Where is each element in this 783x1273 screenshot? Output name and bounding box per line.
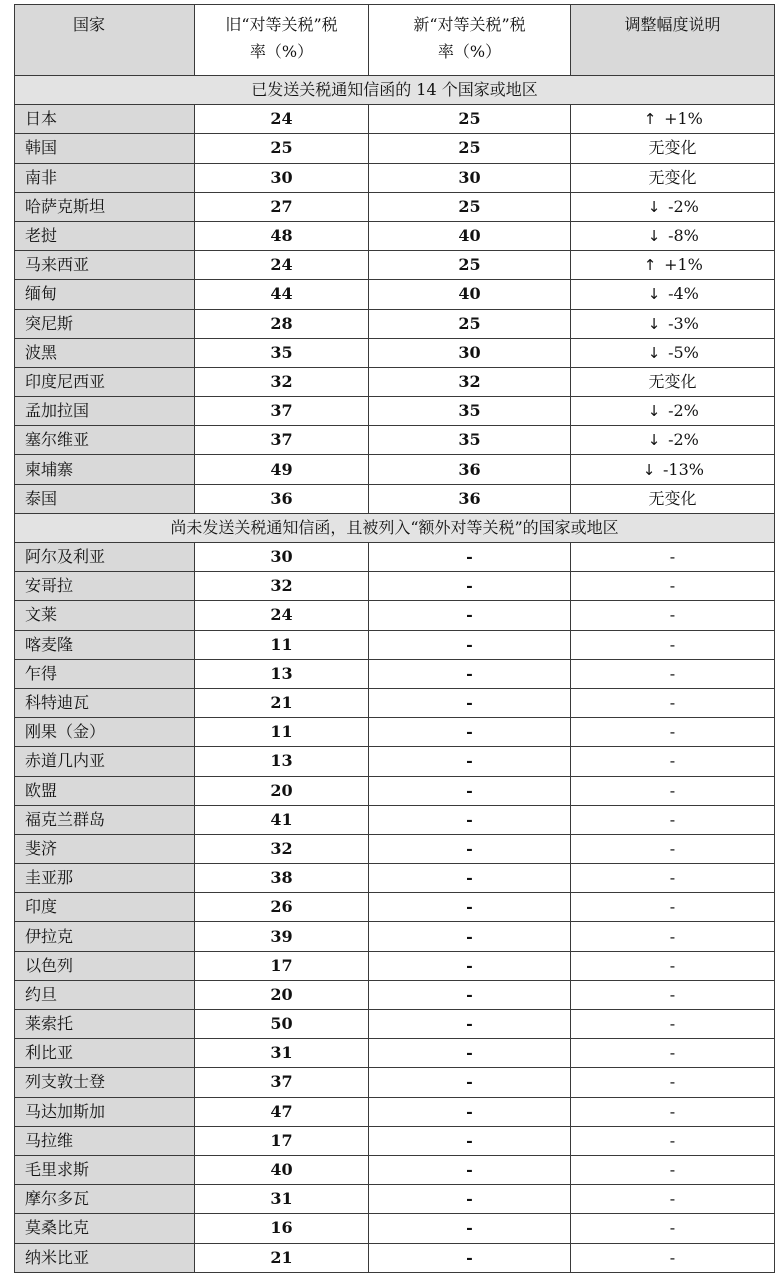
change-text: - <box>669 780 676 800</box>
old-rate-cell: 44 <box>195 280 369 309</box>
old-rate-cell: 11 <box>195 630 369 659</box>
new-rate-cell: - <box>369 922 571 951</box>
country-cell: 阿尔及利亚 <box>15 543 195 572</box>
change-cell <box>571 251 775 280</box>
change-text: - <box>669 693 676 713</box>
table-row <box>15 1126 775 1155</box>
table-row <box>15 280 775 309</box>
table-row <box>15 1185 775 1214</box>
change-cell <box>571 1185 775 1214</box>
old-rate-cell: 50 <box>195 1010 369 1039</box>
table-row <box>15 776 775 805</box>
section-header <box>15 513 775 542</box>
table-row <box>15 251 775 280</box>
change-text: +1% <box>664 109 703 129</box>
country-cell: 福克兰群岛 <box>15 805 195 834</box>
old-rate-cell: 37 <box>195 1068 369 1097</box>
country-cell: 老挝 <box>15 221 195 250</box>
old-rate-cell: 41 <box>195 805 369 834</box>
table-row <box>15 864 775 893</box>
arrow-down-icon: ↓ <box>642 460 656 479</box>
change-text: - <box>669 576 676 596</box>
new-rate-cell: - <box>369 805 571 834</box>
change-text: -2% <box>668 401 699 421</box>
old-rate-cell: 31 <box>195 1039 369 1068</box>
arrow-down-icon: ↓ <box>647 343 661 362</box>
arrow-down-icon: ↓ <box>647 227 661 246</box>
new-rate-cell: 36 <box>369 455 571 484</box>
old-rate-cell: 20 <box>195 776 369 805</box>
change-cell <box>571 718 775 747</box>
new-rate-cell: - <box>369 718 571 747</box>
change-text: - <box>669 751 676 771</box>
new-rate-cell: - <box>369 1010 571 1039</box>
old-rate-cell: 24 <box>195 601 369 630</box>
change-cell <box>571 367 775 396</box>
change-cell <box>571 1097 775 1126</box>
table-row <box>15 659 775 688</box>
table-row <box>15 426 775 455</box>
country-cell: 伊拉克 <box>15 922 195 951</box>
change-cell <box>571 805 775 834</box>
old-rate-cell: 39 <box>195 922 369 951</box>
old-rate-cell: 49 <box>195 455 369 484</box>
country-cell: 欧盟 <box>15 776 195 805</box>
change-cell <box>571 1039 775 1068</box>
old-rate-cell: 30 <box>195 543 369 572</box>
new-rate-cell: 25 <box>369 251 571 280</box>
country-cell: 莫桑比克 <box>15 1214 195 1243</box>
change-text: - <box>669 1043 676 1063</box>
table-row <box>15 338 775 367</box>
change-cell <box>571 134 775 163</box>
table-header <box>15 5 775 76</box>
new-rate-cell: 25 <box>369 134 571 163</box>
new-rate-cell: - <box>369 688 571 717</box>
change-cell <box>571 1155 775 1184</box>
change-cell <box>571 572 775 601</box>
new-rate-cell: - <box>369 1185 571 1214</box>
old-rate-cell: 32 <box>195 367 369 396</box>
section-title: 尚未发送关税通知信函，且被列入“额外对等关税”的国家或地区 <box>15 513 775 542</box>
change-text: - <box>669 605 676 625</box>
change-cell <box>571 601 775 630</box>
country-cell: 印度 <box>15 893 195 922</box>
old-rate-cell: 35 <box>195 338 369 367</box>
table-row <box>15 105 775 134</box>
old-rate-cell: 21 <box>195 688 369 717</box>
new-rate-cell: - <box>369 951 571 980</box>
new-rate-cell: 40 <box>369 221 571 250</box>
change-cell <box>571 426 775 455</box>
country-cell: 斐济 <box>15 834 195 863</box>
change-text: - <box>669 634 676 654</box>
old-rate-cell: 17 <box>195 1126 369 1155</box>
table-row <box>15 718 775 747</box>
new-rate-cell: - <box>369 630 571 659</box>
old-rate-cell: 37 <box>195 426 369 455</box>
arrow-down-icon: ↓ <box>647 314 661 333</box>
change-cell <box>571 1214 775 1243</box>
old-rate-cell: 32 <box>195 572 369 601</box>
change-cell <box>571 980 775 1009</box>
arrow-up-icon: ↑ <box>643 256 657 275</box>
old-rate-cell: 32 <box>195 834 369 863</box>
country-cell: 波黑 <box>15 338 195 367</box>
new-rate-cell: 32 <box>369 367 571 396</box>
country-cell: 喀麦隆 <box>15 630 195 659</box>
change-text: - <box>669 897 676 917</box>
change-cell <box>571 455 775 484</box>
arrow-down-icon: ↓ <box>647 197 661 216</box>
old-rate-cell: 36 <box>195 484 369 513</box>
change-cell <box>571 834 775 863</box>
change-cell <box>571 397 775 426</box>
change-cell <box>571 630 775 659</box>
old-rate-cell: 37 <box>195 397 369 426</box>
new-rate-cell: - <box>369 1126 571 1155</box>
change-cell <box>571 543 775 572</box>
new-rate-cell: 35 <box>369 426 571 455</box>
country-cell: 南非 <box>15 163 195 192</box>
change-cell <box>571 163 775 192</box>
new-rate-cell: - <box>369 980 571 1009</box>
table-row <box>15 455 775 484</box>
old-rate-cell: 27 <box>195 192 369 221</box>
table-row <box>15 192 775 221</box>
header-new-rate: 新“对等关税”税 率（%） <box>369 5 571 76</box>
new-rate-cell: - <box>369 834 571 863</box>
old-rate-cell: 31 <box>195 1185 369 1214</box>
table-row <box>15 572 775 601</box>
change-text: -2% <box>668 196 699 216</box>
country-cell: 纳米比亚 <box>15 1243 195 1272</box>
change-text: - <box>669 1014 676 1034</box>
change-text: - <box>669 663 676 683</box>
new-rate-cell: 30 <box>369 163 571 192</box>
change-text: - <box>669 1072 676 1092</box>
table-row <box>15 1214 775 1243</box>
table-row <box>15 1039 775 1068</box>
arrow-down-icon: ↓ <box>647 285 661 304</box>
old-rate-cell: 28 <box>195 309 369 338</box>
change-text: 无变化 <box>648 488 697 508</box>
table-row <box>15 367 775 396</box>
change-cell <box>571 893 775 922</box>
country-cell: 圭亚那 <box>15 864 195 893</box>
new-rate-cell: - <box>369 1097 571 1126</box>
change-cell <box>571 688 775 717</box>
new-rate-cell: - <box>369 572 571 601</box>
change-cell <box>571 338 775 367</box>
change-text: - <box>669 1160 676 1180</box>
new-rate-cell: - <box>369 543 571 572</box>
change-text: - <box>669 1218 676 1238</box>
old-rate-cell: 17 <box>195 951 369 980</box>
country-cell: 莱索托 <box>15 1010 195 1039</box>
change-text: - <box>669 984 676 1004</box>
old-rate-cell: 38 <box>195 864 369 893</box>
arrow-down-icon: ↓ <box>647 431 661 450</box>
country-cell: 印度尼西亚 <box>15 367 195 396</box>
new-rate-cell: - <box>369 747 571 776</box>
new-rate-cell: - <box>369 1214 571 1243</box>
old-rate-cell: 24 <box>195 105 369 134</box>
new-rate-cell: - <box>369 893 571 922</box>
change-text: - <box>669 1189 676 1209</box>
change-text: +1% <box>664 255 703 275</box>
old-rate-cell: 20 <box>195 980 369 1009</box>
table-row <box>15 980 775 1009</box>
old-rate-cell: 40 <box>195 1155 369 1184</box>
table-body <box>15 76 775 1273</box>
table-row <box>15 543 775 572</box>
country-cell: 哈萨克斯坦 <box>15 192 195 221</box>
change-text: - <box>669 1130 676 1150</box>
new-rate-cell: - <box>369 1243 571 1272</box>
change-cell <box>571 280 775 309</box>
country-cell: 塞尔维亚 <box>15 426 195 455</box>
table-row <box>15 834 775 863</box>
header-country: 国家 <box>15 5 195 76</box>
change-text: 无变化 <box>648 138 697 158</box>
table-row <box>15 1155 775 1184</box>
change-text: - <box>669 1101 676 1121</box>
old-rate-cell: 16 <box>195 1214 369 1243</box>
change-cell <box>571 484 775 513</box>
country-cell: 文莱 <box>15 601 195 630</box>
table-row <box>15 922 775 951</box>
change-text: - <box>669 809 676 829</box>
old-rate-cell: 48 <box>195 221 369 250</box>
change-text: - <box>669 926 676 946</box>
new-rate-cell: - <box>369 1155 571 1184</box>
table-row <box>15 893 775 922</box>
old-rate-cell: 13 <box>195 659 369 688</box>
old-rate-cell: 47 <box>195 1097 369 1126</box>
change-cell <box>571 747 775 776</box>
change-cell <box>571 951 775 980</box>
change-text: - <box>669 868 676 888</box>
new-rate-cell: 25 <box>369 192 571 221</box>
change-text: - <box>669 722 676 742</box>
new-rate-cell: 40 <box>369 280 571 309</box>
table-row <box>15 805 775 834</box>
country-cell: 马达加斯加 <box>15 1097 195 1126</box>
new-rate-cell: - <box>369 1068 571 1097</box>
country-cell: 柬埔寨 <box>15 455 195 484</box>
table-row <box>15 163 775 192</box>
arrow-down-icon: ↓ <box>647 402 661 421</box>
new-rate-cell: - <box>369 601 571 630</box>
change-cell <box>571 1010 775 1039</box>
change-cell <box>571 922 775 951</box>
change-cell <box>571 1126 775 1155</box>
table-row <box>15 747 775 776</box>
country-cell: 马拉维 <box>15 1126 195 1155</box>
table-row <box>15 1010 775 1039</box>
country-cell: 突尼斯 <box>15 309 195 338</box>
header-explain: 调整幅度说明 <box>571 5 775 76</box>
change-cell <box>571 776 775 805</box>
change-text: -4% <box>668 284 699 304</box>
old-rate-cell: 26 <box>195 893 369 922</box>
table-row <box>15 1097 775 1126</box>
table-row <box>15 484 775 513</box>
new-rate-cell: 30 <box>369 338 571 367</box>
change-text: -13% <box>663 459 704 479</box>
new-rate-cell: 35 <box>369 397 571 426</box>
old-rate-cell: 13 <box>195 747 369 776</box>
country-cell: 摩尔多瓦 <box>15 1185 195 1214</box>
country-cell: 利比亚 <box>15 1039 195 1068</box>
section-header <box>15 76 775 105</box>
change-text: - <box>669 1247 676 1267</box>
old-rate-cell: 21 <box>195 1243 369 1272</box>
country-cell: 列支敦士登 <box>15 1068 195 1097</box>
old-rate-cell: 11 <box>195 718 369 747</box>
change-text: -3% <box>668 313 699 333</box>
change-text: -8% <box>668 226 699 246</box>
table-row <box>15 630 775 659</box>
country-cell: 科特迪瓦 <box>15 688 195 717</box>
table-row <box>15 688 775 717</box>
country-cell: 孟加拉国 <box>15 397 195 426</box>
change-text: -2% <box>668 430 699 450</box>
change-text: 无变化 <box>648 167 697 187</box>
new-rate-cell: - <box>369 659 571 688</box>
change-cell <box>571 192 775 221</box>
table-row <box>15 601 775 630</box>
country-cell: 马来西亚 <box>15 251 195 280</box>
country-cell: 泰国 <box>15 484 195 513</box>
section-title: 已发送关税通知信函的 14 个国家或地区 <box>15 76 775 105</box>
change-cell <box>571 1068 775 1097</box>
new-rate-cell: 25 <box>369 309 571 338</box>
tariff-table <box>14 4 775 1273</box>
change-text: - <box>669 955 676 975</box>
table-row <box>15 951 775 980</box>
change-text: - <box>669 838 676 858</box>
change-cell <box>571 105 775 134</box>
country-cell: 韩国 <box>15 134 195 163</box>
new-rate-cell: - <box>369 864 571 893</box>
table-row <box>15 221 775 250</box>
old-rate-cell: 30 <box>195 163 369 192</box>
new-rate-cell: - <box>369 776 571 805</box>
header-old-rate: 旧“对等关税”税 率（%） <box>195 5 369 76</box>
change-text: -5% <box>668 342 699 362</box>
arrow-up-icon: ↑ <box>643 110 657 129</box>
table-row <box>15 397 775 426</box>
change-cell <box>571 864 775 893</box>
change-cell <box>571 309 775 338</box>
country-cell: 安哥拉 <box>15 572 195 601</box>
new-rate-cell: 25 <box>369 105 571 134</box>
new-rate-cell: - <box>369 1039 571 1068</box>
country-cell: 约旦 <box>15 980 195 1009</box>
country-cell: 日本 <box>15 105 195 134</box>
country-cell: 赤道几内亚 <box>15 747 195 776</box>
country-cell: 毛里求斯 <box>15 1155 195 1184</box>
old-rate-cell: 24 <box>195 251 369 280</box>
country-cell: 以色列 <box>15 951 195 980</box>
change-cell <box>571 221 775 250</box>
new-rate-cell: 36 <box>369 484 571 513</box>
change-cell <box>571 659 775 688</box>
table-row <box>15 134 775 163</box>
country-cell: 缅甸 <box>15 280 195 309</box>
country-cell: 乍得 <box>15 659 195 688</box>
old-rate-cell: 25 <box>195 134 369 163</box>
change-text: - <box>669 547 676 567</box>
table-row <box>15 1068 775 1097</box>
table-row <box>15 309 775 338</box>
country-cell: 刚果（金） <box>15 718 195 747</box>
change-text: 无变化 <box>648 371 697 391</box>
